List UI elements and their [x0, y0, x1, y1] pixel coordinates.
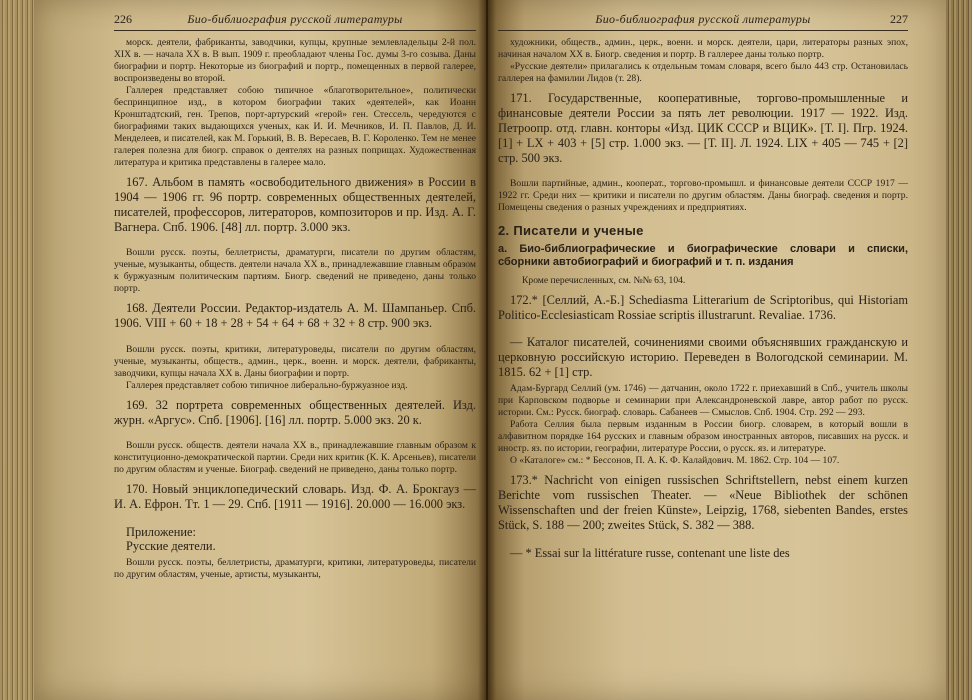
entry-170-note: Вошли русск. поэты, беллетристы, драматурги, критики, литературоведы, писатели по другим областям, ученые, артисты, музыканты, [114, 556, 476, 580]
section-heading: 2. Писатели и ученые [498, 223, 644, 239]
left-running-title: Био-библиография русской литературы [187, 12, 403, 26]
entry-169: 169. 32 портрета современных общественных деятелей. Изд. журн. «Аргус». Спб. [1906]. [16] лл. портр. 5.000 экз. 20 к. [114, 397, 476, 427]
entry-168: 168. Деятели России. Редактор-издатель А. М. Шампаньер. Спб. 1906. VIII + 60 + 18 + 28 + 54 + 64 + 68 + 32 + 8 стр. 900 экз. [114, 301, 476, 331]
entry-172-translation: — Каталог писателей, сочинениями своими объяснявших гражданскую и церковную российскую историю. Переведен в Вологодской семинарии. М. 1815. 62 + [1] стр. [498, 335, 908, 380]
book-gutter [478, 0, 496, 700]
left-page [34, 0, 486, 700]
entry-173: 173.* Nachricht von einigen russischen Schriftstellern, nebst einem kurzen Berichte vom russischen Theater. — «Neue Bibliothek der schönen Wissenschaften und der freien Künste», Leipzig, 1768, siebenten Bandes, erstes Stück, S. 188 — 200; zweites Stück, S. 382 — 388. [498, 473, 908, 533]
entry-171-note: Вошли партийные, админ., кооперат., торгово-промышл. и финансовые деятели СССР 1917 — 1922 гг. Среди них — критики и писатели по другим областям. Даны биограф. сведения и портр. Помещены сведения о разных учреждениях и предприятиях. [498, 178, 908, 214]
left-page-body [114, 37, 476, 581]
right-page-body [498, 37, 908, 561]
right-running-title: Био-библиография русской литературы [595, 12, 811, 26]
page-stack-right-edge [946, 0, 972, 700]
entry-169-note: Вошли русск. обществ. деятели начала XX в., принадлежавшие главным образом к конституционно-демократической партии. Среди них критик (К. К. Арсеньев), писатели по другим областям и ученые. Биограф. сведений не приведено, даны только портр. [114, 440, 476, 476]
right-gallery-note: «Русские деятели» прилагались к отдельным томам словаря, всего было 443 стр. Остановилась галлерея на фамилии Лидов (т. 28). [498, 61, 908, 84]
entry-173-continuation: — * Essai sur la littérature russe, contenant une liste des [510, 545, 790, 560]
subsection-heading: а. Био-библиографические и биографические словари и списки, сборники автобиографий и биографий и т. п. издания [498, 242, 908, 268]
page-stack-left-edge [0, 0, 34, 700]
appendix-title: Русские деятели. [126, 539, 216, 554]
left-page-number: 226 [114, 12, 132, 26]
right-page-header [498, 0, 908, 31]
entry-168-note-2: Галлерея представляет собою типичное либерально-буржуазное изд. [126, 379, 408, 391]
entry-171: 171. Государственные, кооперативные, торгово-промышленные и финансовые деятели России за пять лет революции. 1917 — 1922. Изд. Петроопр. отд. главн. конторы «Изд. ЦИК СССР и ВЦИК». [Т. I]. Пгр. 1924. [1] + LX + 403 + [5] стр. 1.000 экз. — [Т. II]. Л. 1924. LIX + 405 — 745 + [2] стр. 500 экз. [498, 91, 908, 165]
right-page-number: 227 [890, 12, 908, 26]
entry-168-note: Вошли русск. поэты, критики, литературоведы, писатели по другим областям, ученые, музыканты, обществ., админ., церк., военн. и морск. деятели, фабриканты, заводчики, купцы начала XX в. Даны биографии и портр. [114, 343, 476, 379]
left-page-content [114, 0, 476, 700]
cross-reference: Кроме перечисленных, см. №№ 63, 104. [522, 274, 686, 286]
appendix-label: Приложение: [126, 524, 196, 539]
right-continued-text: художники, обществ., админ., церк., военн. и морск. деятели, цари, литераторы разных эпох, начиная началом XX в. Биогр. сведения и портр. В галлерее даны только портр. [498, 37, 908, 60]
entry-167: 167. Альбом в память «освободительного движения» в России в 1904 — 1906 гг. 96 портр. современных общественных деятелей, писателей, профессоров, литераторов, композиторов и пр. Изд. А. Г. Вагнера. Спб. 1906. [48] лл. портр. 3.000 экз. [114, 175, 476, 234]
right-page [488, 0, 946, 700]
left-gallery-note: Галлерея представляет собою типичное «благотворительное», политически беспринципное изд., в котором биографии таких «деятелей», как Иоанн Кронштадтский, ген. Трепов, порт-артурский «герой» ген. Стессель, чередуются с биографиями таких выдающихся ученых, как И. И. Мечников, И. П. Павлов, Д. И. Менделеев, и писателей, как М. Горький, В. В. Вересаев, В. Г. Короленко. Тем не менее галерея полезна для биогр. справок о деятелях на разных поприщах. Художественная литература и критика представлены в галерее мало. [114, 85, 476, 168]
left-page-header [114, 0, 476, 31]
right-page-content [498, 0, 908, 700]
entry-172-note-3: О «Каталоге» см.: * Бессонов, П. А. К. Ф. Калайдович. М. 1862. Стр. 104 — 107. [510, 455, 840, 467]
left-continued-text: морск. деятели, фабриканты, заводчики, купцы, крупные землевладельцы 2-й пол. XIX в. — начала XX в. В вып. 1909 г. преобладают члены Гос. думы 3-го созыва. Даны биографии и портр. Некоторые из биографий и портр., помещенных в первой галерее, воспроизведены во второй. [114, 37, 476, 84]
entry-172-note: Адам-Бургард Селлий (ум. 1746) — датчанин, около 1722 г. приехавший в Спб., учитель школы при Карповском подворье и семинарии при Александроневской лавре, автор работ по русск. истории. См.: Русск. биограф. словарь. Сабанеев — Смыслов. Спб. 1904. Стр. 292 — 293. [498, 383, 908, 419]
entry-172: 172.* [Селлий, А.-Б.] Schediasma Litterarium de Scriptoribus, qui Historiam Politico-Ecclesiasticam Rossiae scriptis illustrarunt. Revaliae. 1736. [498, 292, 908, 322]
entry-172-note-2: Работа Селлия была первым изданным в России биогр. словарем, в который вошли в алфавитном порядке 164 русских и главным образом иностранных авторов, писавших на русск. и иностр. яз. по истории, географии, литературе России, о русск. яз. и литературе. [498, 419, 908, 455]
entry-170: 170. Новый энциклопедический словарь. Изд. Ф. А. Брокгауз — И. А. Ефрон. Тт. 1 — 29. Спб. [1911 — 1916]. 20.000 — 16.000 экз. [114, 482, 476, 512]
entry-167-note: Вошли русск. поэты, беллетристы, драматурги, писатели по другим областям, ученые, музыканты, обществ. деятели начала XX в., принадлежавшие главным образом к буржуазным политическим партиям. Биогр. сведений не приведено, даны только портр. [114, 247, 476, 295]
